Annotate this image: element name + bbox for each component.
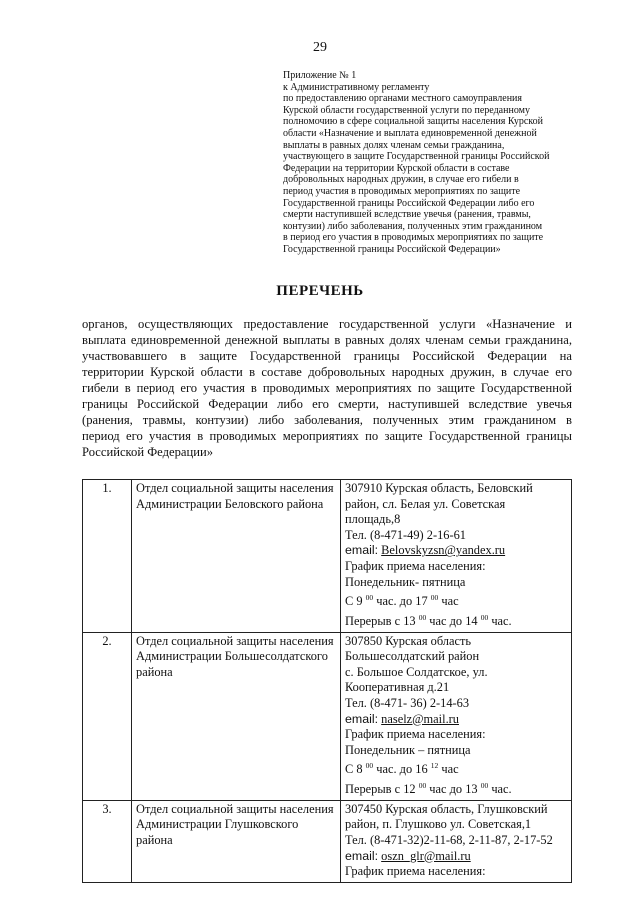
- schedule-title: График приема населения:: [345, 727, 486, 742]
- address-line: с. Большое Солдатское, ул.: [345, 664, 488, 679]
- table-row: [83, 632, 572, 800]
- schedule-days: Понедельник – пятница: [345, 742, 471, 757]
- appendix-line: в период его участия в проводимых мероприятиях по защите: [283, 232, 544, 244]
- org-contacts: [341, 632, 572, 800]
- appendix-line: выплаты в равных долях членам семьи гражданина,: [283, 139, 505, 151]
- appendix-line: Приложение № 1: [283, 70, 357, 81]
- break-minutes: 00: [480, 612, 489, 622]
- address-line: район, п. Глушково ул. Советская,1: [345, 817, 532, 832]
- appendix-line: к Административному регламенту: [283, 81, 430, 93]
- appendix-line: смерти наступившей вследствие увечья (ранения, травмы,: [283, 209, 531, 221]
- break-part: Перерыв с 12: [345, 782, 419, 797]
- hours-minutes: 12: [430, 761, 439, 771]
- hours-part: час: [438, 762, 459, 777]
- schedule-days: Понедельник- пятница: [345, 574, 466, 589]
- phone: Тел. (8-471-32)2-11-68, 2-11-87, 2-17-52: [345, 832, 553, 847]
- email-label: email:: [345, 711, 379, 726]
- schedule-title: График приема населения:: [345, 864, 486, 879]
- break-minutes: 00: [418, 612, 427, 622]
- schedule-break: [345, 778, 567, 798]
- appendix-header: [283, 70, 583, 256]
- hours-part: С 9: [345, 594, 366, 609]
- hours-minutes: 00: [365, 593, 374, 603]
- email-label: email:: [345, 848, 379, 863]
- appendix-line: Федерации на территории Курской области в составе: [283, 162, 510, 174]
- table-row: [83, 480, 572, 633]
- org-name: Отдел социальной защиты населения Администрации Глушковского района: [132, 800, 341, 882]
- intro-line: (ранения, травмы, контузии) либо заболевания, полученных этим гражданином в: [82, 413, 572, 427]
- row-number: 1.: [83, 480, 132, 633]
- org-name: Отдел социальной защиты населения Администрации Большесолдатского района: [132, 632, 341, 800]
- appendix-line: Государственной границы Российской Федерации»: [283, 243, 501, 255]
- email-line: [345, 543, 567, 559]
- break-part: час до 14: [426, 614, 481, 628]
- intro-line: период его участия в проводимых мероприятиях по защите Государственной границы: [82, 429, 572, 443]
- address-line: 307450 Курская область, Глушковский: [345, 801, 548, 816]
- intro-line: выплата единовременной денежной выплаты в равных долях членам семьи гражданина,: [82, 333, 572, 347]
- address-line: Большесолдатский район: [345, 649, 480, 664]
- break-minutes: 00: [480, 781, 489, 791]
- appendix-line: области «Назначение и выплата единовременной денежной: [283, 127, 537, 139]
- org-name: Отдел социальной защиты населения Администрации Беловского района: [132, 480, 341, 633]
- appendix-line: Государственной границы Российской Федерации либо его: [283, 197, 535, 209]
- address-line: район, сл. Белая ул. Советская: [345, 496, 506, 511]
- email-link[interactable]: oszn_glr@mail.ru: [381, 848, 471, 863]
- hours-part: час: [438, 594, 459, 609]
- break-part: час до 13: [426, 782, 481, 797]
- appendix-line: добровольных народных дружин, в случае его гибели в: [283, 174, 519, 186]
- address-line: 307850 Курская область: [345, 633, 472, 648]
- break-part: час.: [488, 614, 512, 628]
- row-number: 3.: [83, 800, 132, 882]
- hours-minutes: 00: [365, 761, 374, 771]
- hours-part: С 8: [345, 762, 366, 777]
- phone: Тел. (8-471- 36) 2-14-63: [345, 695, 470, 710]
- intro-line: гибели в период его участия в проводимых мероприятиях по защите Государственной: [82, 381, 572, 395]
- schedule-title: График приема населения:: [345, 558, 486, 573]
- email-line: [345, 712, 567, 728]
- email-label: email:: [345, 543, 379, 558]
- intro-line: участвовавшего в защите Государственной границы Российской Федерации на: [82, 349, 572, 363]
- break-part: час.: [488, 782, 512, 797]
- appendix-line: по предоставлению органами местного самоуправления: [283, 93, 523, 105]
- address-line: 307910 Курская область, Беловский: [345, 481, 533, 495]
- schedule-hours: [345, 590, 567, 610]
- appendix-line: участвующего в защите Государственной границы Российской: [283, 151, 550, 163]
- break-part: Перерыв с 13: [345, 614, 419, 628]
- row-number: 2.: [83, 632, 132, 800]
- document-heading: ПЕРЕЧЕНЬ: [276, 283, 364, 299]
- intro-line: Российской Федерации»: [82, 445, 213, 459]
- break-minutes: 00: [418, 781, 427, 791]
- appendix-line: контузии) либо заболевания, полученных этим гражданином: [283, 220, 543, 232]
- organizations-table: [82, 479, 572, 883]
- table-row: [83, 800, 572, 882]
- org-contacts: [341, 800, 572, 882]
- email-link[interactable]: naselz@mail.ru: [381, 711, 459, 726]
- email-line: [345, 849, 567, 865]
- hours-part: час. до 16: [373, 762, 431, 777]
- phone: Тел. (8-471-49) 2-16-61: [345, 527, 466, 542]
- email-link[interactable]: Belovskyzsn@yandex.ru: [381, 543, 506, 558]
- intro-line: органов, осуществляющих предоставление государственной услуги «Назначение и: [82, 317, 572, 331]
- address-line: Кооперативная д.21: [345, 680, 450, 695]
- address-line: площадь,8: [345, 512, 401, 527]
- intro-paragraph: [82, 316, 572, 460]
- intro-line: территории Курской области в составе добровольных народных дружин, в случае его: [82, 365, 572, 379]
- appendix-line: период участия в проводимых мероприятиях по защите: [283, 185, 521, 197]
- org-contacts: [341, 480, 572, 633]
- appendix-line: полномочию в сфере социальной защиты населения Курской: [283, 116, 543, 128]
- schedule-break: [345, 610, 567, 630]
- appendix-line: Курской области государственной услуги по переданному: [283, 104, 530, 116]
- hours-minutes: 00: [430, 593, 439, 603]
- schedule-hours: [345, 758, 567, 778]
- hours-part: час. до 17: [373, 594, 431, 609]
- page-number: 29: [313, 40, 327, 55]
- intro-line: границы Российской Федерации либо его смерти, наступившей вследствие увечья: [82, 397, 572, 411]
